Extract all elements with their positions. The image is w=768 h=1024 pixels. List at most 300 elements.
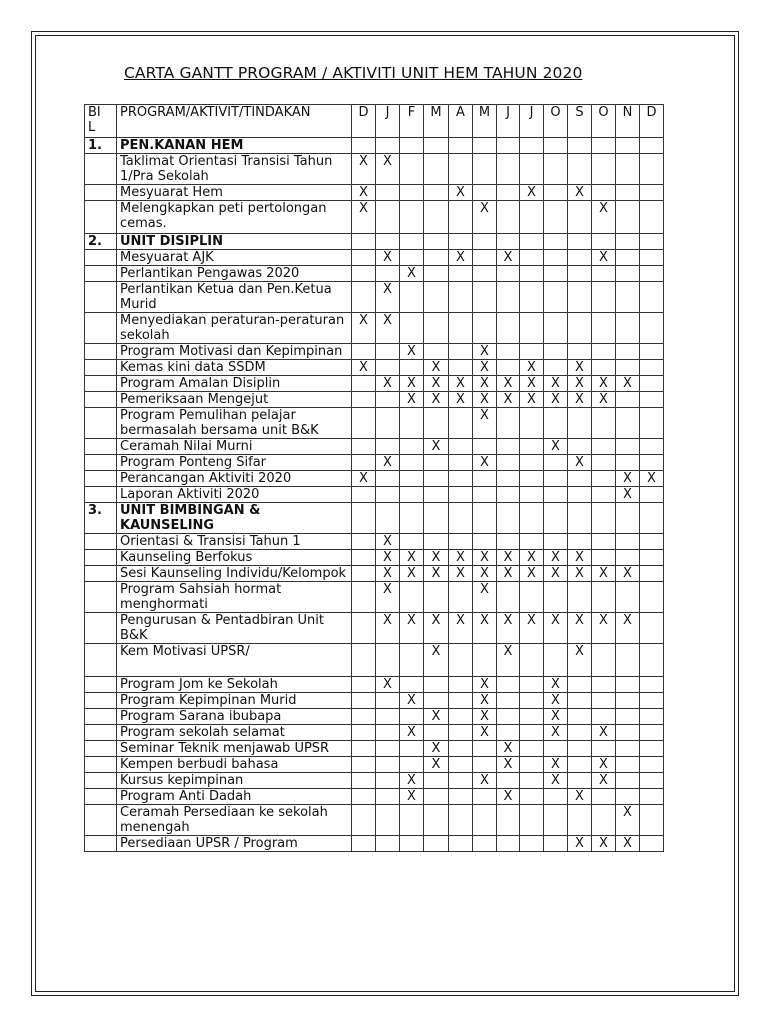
schedule-cell	[376, 471, 400, 487]
schedule-cell	[544, 185, 568, 201]
schedule-cell	[616, 455, 640, 471]
row-number: 2.	[85, 234, 117, 250]
schedule-mark: X	[376, 534, 400, 550]
schedule-mark: X	[473, 709, 497, 725]
schedule-cell	[352, 566, 376, 582]
schedule-mark: X	[616, 487, 640, 503]
schedule-cell	[568, 154, 592, 185]
schedule-cell	[520, 693, 544, 709]
schedule-cell	[640, 487, 664, 503]
schedule-cell	[449, 836, 473, 852]
schedule-cell	[376, 757, 400, 773]
schedule-mark: X	[473, 201, 497, 234]
row-number	[85, 282, 117, 313]
schedule-cell	[352, 789, 376, 805]
schedule-mark: X	[473, 392, 497, 408]
schedule-mark: X	[376, 550, 400, 566]
schedule-mark: X	[352, 201, 376, 234]
schedule-cell	[376, 487, 400, 503]
schedule-cell	[424, 773, 449, 789]
schedule-cell	[640, 709, 664, 725]
row-number: 1.	[85, 138, 117, 154]
schedule-cell	[449, 773, 473, 789]
schedule-cell	[568, 282, 592, 313]
schedule-mark: X	[568, 836, 592, 852]
schedule-cell	[520, 266, 544, 282]
activity-row	[85, 201, 664, 234]
schedule-cell	[640, 392, 664, 408]
schedule-cell	[616, 138, 640, 154]
schedule-mark: X	[473, 550, 497, 566]
schedule-cell	[544, 805, 568, 836]
schedule-cell	[352, 344, 376, 360]
schedule-cell	[544, 582, 568, 613]
section-row	[85, 234, 664, 250]
schedule-cell	[352, 234, 376, 250]
schedule-cell	[616, 439, 640, 455]
schedule-mark: X	[592, 773, 616, 789]
schedule-cell	[592, 234, 616, 250]
activity-label: Program Sarana ibubapa	[117, 709, 352, 725]
schedule-cell	[568, 582, 592, 613]
header-month: N	[616, 105, 640, 138]
schedule-cell	[449, 534, 473, 550]
schedule-cell	[616, 344, 640, 360]
schedule-cell	[616, 234, 640, 250]
row-number	[85, 644, 117, 677]
schedule-cell	[400, 534, 424, 550]
schedule-cell	[592, 360, 616, 376]
schedule-mark: X	[352, 154, 376, 185]
schedule-cell	[352, 266, 376, 282]
schedule-cell	[449, 154, 473, 185]
schedule-cell	[376, 138, 400, 154]
schedule-cell	[616, 677, 640, 693]
activity-row	[85, 250, 664, 266]
schedule-cell	[473, 266, 497, 282]
activity-label: Ceramah Persediaan ke sekolah menengah	[117, 805, 352, 836]
schedule-cell	[497, 282, 520, 313]
activity-row	[85, 613, 664, 644]
schedule-cell	[568, 234, 592, 250]
schedule-mark: X	[424, 757, 449, 773]
schedule-cell	[640, 138, 664, 154]
activity-row	[85, 376, 664, 392]
schedule-cell	[400, 741, 424, 757]
schedule-cell	[544, 360, 568, 376]
schedule-cell	[449, 582, 473, 613]
schedule-cell	[616, 154, 640, 185]
schedule-cell	[640, 201, 664, 234]
schedule-cell	[449, 471, 473, 487]
schedule-cell	[473, 234, 497, 250]
row-number	[85, 471, 117, 487]
activity-label: Perlantikan Ketua dan Pen.Ketua Murid	[117, 282, 352, 313]
schedule-cell	[449, 234, 473, 250]
schedule-cell	[400, 234, 424, 250]
schedule-mark: X	[424, 439, 449, 455]
schedule-mark: X	[568, 360, 592, 376]
schedule-cell	[424, 201, 449, 234]
activity-label: Program Kepimpinan Murid	[117, 693, 352, 709]
schedule-cell	[497, 360, 520, 376]
schedule-cell	[497, 408, 520, 439]
schedule-cell	[544, 789, 568, 805]
schedule-cell	[592, 313, 616, 344]
schedule-mark: X	[376, 677, 400, 693]
schedule-cell	[449, 408, 473, 439]
schedule-mark: X	[376, 566, 400, 582]
schedule-mark: X	[568, 789, 592, 805]
header-month: O	[592, 105, 616, 138]
schedule-cell	[497, 805, 520, 836]
header-month: A	[449, 105, 473, 138]
schedule-cell	[640, 360, 664, 376]
schedule-mark: X	[568, 566, 592, 582]
activity-row	[85, 709, 664, 725]
schedule-cell	[616, 550, 640, 566]
activity-row	[85, 344, 664, 360]
schedule-cell	[616, 360, 640, 376]
section-title: UNIT BIMBINGAN & KAUNSELING	[117, 503, 352, 534]
schedule-cell	[592, 644, 616, 677]
schedule-cell	[497, 185, 520, 201]
schedule-cell	[544, 408, 568, 439]
schedule-cell	[520, 201, 544, 234]
row-number	[85, 250, 117, 266]
schedule-cell	[400, 644, 424, 677]
schedule-mark: X	[616, 471, 640, 487]
chart-title: CARTA GANTT PROGRAM / AKTIVITI UNIT HEM TAHUN 2020	[124, 64, 583, 82]
row-number	[85, 487, 117, 503]
schedule-cell	[497, 455, 520, 471]
schedule-cell	[352, 693, 376, 709]
schedule-mark: X	[544, 439, 568, 455]
schedule-cell	[400, 439, 424, 455]
schedule-mark: X	[520, 376, 544, 392]
schedule-cell	[640, 408, 664, 439]
schedule-mark: X	[544, 550, 568, 566]
schedule-cell	[520, 344, 544, 360]
schedule-cell	[520, 503, 544, 534]
schedule-mark: X	[424, 709, 449, 725]
schedule-mark: X	[592, 566, 616, 582]
activity-row	[85, 360, 664, 376]
schedule-cell	[473, 138, 497, 154]
schedule-mark: X	[568, 613, 592, 644]
schedule-cell	[568, 471, 592, 487]
schedule-cell	[497, 677, 520, 693]
row-number	[85, 709, 117, 725]
activity-label: Kempen berbudi bahasa	[117, 757, 352, 773]
activity-row	[85, 471, 664, 487]
schedule-mark: X	[544, 725, 568, 741]
schedule-mark: X	[497, 392, 520, 408]
schedule-mark: X	[400, 266, 424, 282]
schedule-cell	[352, 741, 376, 757]
schedule-cell	[520, 439, 544, 455]
schedule-mark: X	[592, 392, 616, 408]
schedule-cell	[640, 266, 664, 282]
schedule-cell	[520, 534, 544, 550]
schedule-cell	[544, 644, 568, 677]
schedule-cell	[544, 836, 568, 852]
schedule-mark: X	[568, 392, 592, 408]
schedule-cell	[520, 313, 544, 344]
schedule-mark: X	[520, 566, 544, 582]
gantt-table	[84, 104, 664, 852]
schedule-cell	[616, 503, 640, 534]
schedule-cell	[640, 313, 664, 344]
schedule-cell	[376, 234, 400, 250]
schedule-cell	[640, 282, 664, 313]
schedule-cell	[544, 282, 568, 313]
activity-label: Program Jom ke Sekolah	[117, 677, 352, 693]
activity-label: Ceramah Nilai Murni	[117, 439, 352, 455]
schedule-cell	[592, 693, 616, 709]
schedule-mark: X	[520, 360, 544, 376]
schedule-cell	[544, 741, 568, 757]
row-number	[85, 741, 117, 757]
schedule-cell	[520, 773, 544, 789]
schedule-cell	[400, 836, 424, 852]
schedule-cell	[400, 677, 424, 693]
schedule-cell	[544, 234, 568, 250]
schedule-cell	[640, 644, 664, 677]
schedule-cell	[352, 709, 376, 725]
activity-row	[85, 789, 664, 805]
schedule-cell	[616, 693, 640, 709]
schedule-cell	[376, 693, 400, 709]
schedule-cell	[424, 805, 449, 836]
schedule-mark: X	[473, 408, 497, 439]
schedule-mark: X	[520, 392, 544, 408]
schedule-cell	[640, 757, 664, 773]
row-number	[85, 725, 117, 741]
schedule-mark: X	[497, 789, 520, 805]
schedule-mark: X	[497, 757, 520, 773]
schedule-cell	[592, 709, 616, 725]
schedule-cell	[520, 836, 544, 852]
schedule-cell	[352, 376, 376, 392]
schedule-cell	[640, 250, 664, 266]
schedule-cell	[592, 185, 616, 201]
schedule-mark: X	[497, 566, 520, 582]
schedule-cell	[568, 439, 592, 455]
schedule-mark: X	[473, 376, 497, 392]
schedule-cell	[424, 138, 449, 154]
schedule-cell	[568, 725, 592, 741]
schedule-mark: X	[376, 154, 400, 185]
schedule-cell	[497, 693, 520, 709]
row-number	[85, 805, 117, 836]
schedule-cell	[568, 344, 592, 360]
schedule-cell	[640, 805, 664, 836]
schedule-cell	[497, 582, 520, 613]
schedule-cell	[473, 250, 497, 266]
row-number	[85, 344, 117, 360]
schedule-cell	[424, 408, 449, 439]
schedule-mark: X	[449, 185, 473, 201]
row-number	[85, 582, 117, 613]
schedule-mark: X	[473, 360, 497, 376]
section-row	[85, 138, 664, 154]
schedule-cell	[592, 408, 616, 439]
schedule-cell	[497, 725, 520, 741]
schedule-mark: X	[592, 836, 616, 852]
row-number	[85, 550, 117, 566]
schedule-mark: X	[544, 757, 568, 773]
schedule-cell	[449, 789, 473, 805]
schedule-cell	[449, 282, 473, 313]
schedule-cell	[616, 266, 640, 282]
schedule-mark: X	[497, 741, 520, 757]
schedule-cell	[473, 757, 497, 773]
schedule-mark: X	[473, 455, 497, 471]
schedule-cell	[520, 677, 544, 693]
schedule-cell	[473, 471, 497, 487]
schedule-cell	[616, 757, 640, 773]
schedule-cell	[568, 313, 592, 344]
row-number	[85, 360, 117, 376]
schedule-cell	[424, 313, 449, 344]
schedule-cell	[520, 282, 544, 313]
schedule-cell	[424, 234, 449, 250]
activity-label: Seminar Teknik menjawab UPSR	[117, 741, 352, 757]
activity-label: Mesyuarat Hem	[117, 185, 352, 201]
schedule-cell	[400, 582, 424, 613]
activity-row	[85, 455, 664, 471]
activity-label: Program Sahsiah hormat menghormati	[117, 582, 352, 613]
schedule-cell	[520, 455, 544, 471]
activity-label: Program Pemulihan pelajar bermasalah bersama unit B&K	[117, 408, 352, 439]
activity-row	[85, 741, 664, 757]
schedule-mark: X	[497, 250, 520, 266]
schedule-mark: X	[424, 376, 449, 392]
schedule-cell	[640, 773, 664, 789]
schedule-cell	[497, 471, 520, 487]
schedule-cell	[473, 805, 497, 836]
schedule-cell	[568, 741, 592, 757]
schedule-cell	[352, 408, 376, 439]
activity-row	[85, 185, 664, 201]
schedule-cell	[352, 503, 376, 534]
activity-label: Kursus kepimpinan	[117, 773, 352, 789]
row-number	[85, 154, 117, 185]
schedule-cell	[473, 836, 497, 852]
row-number	[85, 408, 117, 439]
schedule-mark: X	[400, 376, 424, 392]
row-number	[85, 773, 117, 789]
schedule-mark: X	[473, 725, 497, 741]
activity-label: Kaunseling Berfokus	[117, 550, 352, 566]
schedule-cell	[544, 487, 568, 503]
schedule-cell	[352, 773, 376, 789]
schedule-cell	[352, 582, 376, 613]
row-number	[85, 185, 117, 201]
header-month: J	[520, 105, 544, 138]
schedule-cell	[592, 503, 616, 534]
schedule-mark: X	[497, 376, 520, 392]
schedule-cell	[520, 757, 544, 773]
activity-label: Program Motivasi dan Kepimpinan	[117, 344, 352, 360]
schedule-cell	[640, 534, 664, 550]
schedule-cell	[616, 282, 640, 313]
schedule-cell	[449, 138, 473, 154]
schedule-cell	[376, 185, 400, 201]
schedule-cell	[449, 725, 473, 741]
schedule-cell	[544, 455, 568, 471]
gantt-body	[85, 105, 664, 852]
schedule-cell	[376, 805, 400, 836]
row-number	[85, 376, 117, 392]
schedule-mark: X	[400, 773, 424, 789]
schedule-mark: X	[544, 392, 568, 408]
schedule-mark: X	[400, 613, 424, 644]
schedule-mark: X	[424, 613, 449, 644]
schedule-cell	[424, 534, 449, 550]
schedule-cell	[376, 344, 400, 360]
schedule-cell	[449, 709, 473, 725]
row-number	[85, 789, 117, 805]
schedule-cell	[592, 582, 616, 613]
schedule-mark: X	[616, 376, 640, 392]
schedule-cell	[400, 138, 424, 154]
schedule-cell	[592, 344, 616, 360]
schedule-cell	[400, 360, 424, 376]
schedule-cell	[520, 582, 544, 613]
schedule-cell	[352, 282, 376, 313]
schedule-cell	[352, 392, 376, 408]
schedule-cell	[520, 234, 544, 250]
schedule-cell	[640, 741, 664, 757]
schedule-cell	[520, 805, 544, 836]
schedule-mark: X	[376, 582, 400, 613]
schedule-cell	[520, 789, 544, 805]
schedule-mark: X	[592, 725, 616, 741]
schedule-cell	[497, 201, 520, 234]
schedule-cell	[616, 534, 640, 550]
schedule-cell	[640, 582, 664, 613]
schedule-cell	[497, 534, 520, 550]
schedule-cell	[352, 805, 376, 836]
schedule-mark: X	[616, 805, 640, 836]
schedule-cell	[376, 408, 400, 439]
schedule-cell	[544, 313, 568, 344]
header-month: F	[400, 105, 424, 138]
schedule-mark: X	[473, 344, 497, 360]
activity-label: Laporan Aktiviti 2020	[117, 487, 352, 503]
schedule-mark: X	[424, 392, 449, 408]
schedule-cell	[352, 487, 376, 503]
activity-row	[85, 487, 664, 503]
activity-row	[85, 644, 664, 677]
activity-label: Program Anti Dadah	[117, 789, 352, 805]
header-month: D	[352, 105, 376, 138]
row-number	[85, 677, 117, 693]
schedule-mark: X	[568, 644, 592, 677]
schedule-mark: X	[544, 677, 568, 693]
row-number	[85, 455, 117, 471]
schedule-mark: X	[473, 566, 497, 582]
schedule-mark: X	[497, 613, 520, 644]
schedule-cell	[520, 408, 544, 439]
activity-row	[85, 677, 664, 693]
schedule-cell	[449, 487, 473, 503]
schedule-cell	[497, 344, 520, 360]
schedule-cell	[352, 836, 376, 852]
schedule-cell	[352, 455, 376, 471]
